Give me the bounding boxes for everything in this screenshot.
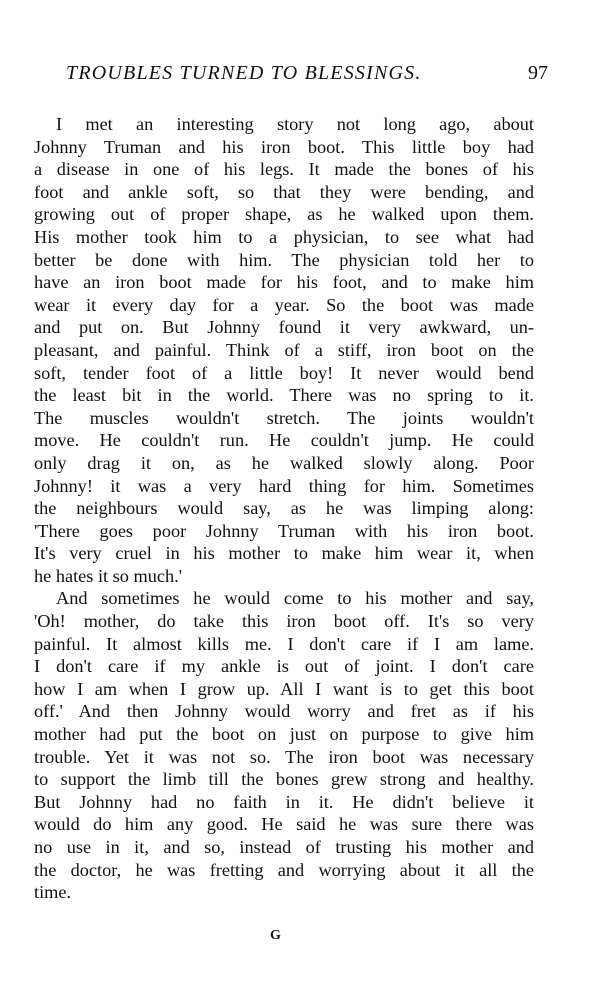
text-line: And sometimes he would come to his mother and say, <box>56 588 534 609</box>
text-line: I don't care if my ankle is out of joint. I don't care <box>34 656 534 677</box>
text-line: time. <box>34 882 72 903</box>
text-line: It's very cruel in his mother to make him wear it, when <box>34 543 534 564</box>
text-line: 'There goes poor Johnny Truman with his iron boot. <box>34 520 534 541</box>
text-line: soft, tender foot of a little boy! It never would bend <box>34 362 534 383</box>
page-header <box>58 60 548 92</box>
text-line: the neighbours would say, as he was limping along: <box>34 498 534 519</box>
text-line: move. He couldn't run. He couldn't jump. He could <box>34 430 534 451</box>
text-line: wear it every day for a year. So the boot was made <box>34 294 534 315</box>
text-line: I met an interesting story not long ago, about <box>56 114 534 134</box>
text-line: trouble. Yet it was not so. The iron boot was necessary <box>34 746 534 767</box>
text-line: better be done with him. The physician told her to <box>34 249 534 270</box>
body-text <box>34 113 534 904</box>
text-line: how I am when I grow up. All I want is to get this boot <box>34 678 534 699</box>
text-line: But Johnny had no faith in it. He didn't believe it <box>34 791 534 812</box>
text-line: growing out of proper shape, as he walked upon them. <box>34 204 534 225</box>
text-line: His mother took him to a physician, to see what had <box>34 226 534 247</box>
text-line: mother had put the boot on just on purpose to give him <box>34 724 534 745</box>
text-line: Johnny Truman and his iron boot. This little boy had <box>34 136 534 157</box>
text-line: to support the limb till the bones grew strong and healthy. <box>34 769 534 790</box>
text-line: painful. It almost kills me. I don't care if I am lame. <box>34 633 534 654</box>
text-line: 'Oh! mother, do take this iron boot off. It's so very <box>34 611 534 632</box>
text-line: The muscles wouldn't stretch. The joints wouldn't <box>34 407 534 428</box>
page-number: 97 <box>528 62 548 84</box>
text-line: a disease in one of his legs. It made the bones of his <box>34 159 534 180</box>
text-line: have an iron boot made for his foot, and to make him <box>34 272 534 293</box>
text-line: only drag it on, as he walked slowly along. Poor <box>34 452 534 473</box>
signature-mark: G <box>270 928 281 943</box>
running-head: TROUBLES TURNED TO BLESSINGS. <box>66 62 422 84</box>
text-line: Johnny! it was a very hard thing for him. Sometimes <box>34 475 534 496</box>
text-line: no use in it, and so, instead of trusting his mother and <box>34 837 534 857</box>
text-line: the least bit in the world. There was no spring to it. <box>34 385 534 406</box>
text-line: pleasant, and painful. Think of a stiff, iron boot on the <box>34 339 534 360</box>
text-line: would do him any good. He said he was sure there was <box>34 814 534 835</box>
text-line: foot and ankle soft, so that they were bending, and <box>34 181 534 202</box>
text-line: he hates it so much.' <box>34 565 182 586</box>
text-line: off.' And then Johnny would worry and fret as if his <box>34 701 534 722</box>
text-line: the doctor, he was fretting and worrying about it all the <box>34 859 534 880</box>
text-line: and put on. But Johnny found it very awkward, un- <box>34 317 534 338</box>
